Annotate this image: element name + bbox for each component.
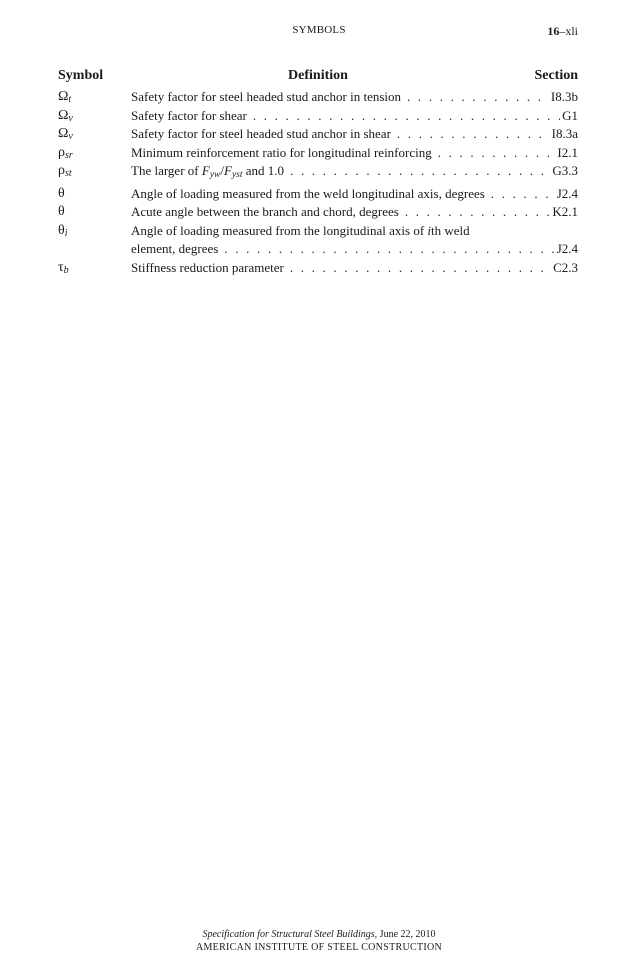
leader-dots [491, 185, 555, 204]
leader-dots [224, 240, 554, 259]
symbol-row [58, 259, 578, 278]
page-footer [0, 928, 638, 954]
leader-dots [290, 259, 551, 278]
definition-continued: element, degrees [131, 241, 219, 256]
definition: Minimum reinforcement ratio for longitudinal reinforcing [131, 144, 432, 160]
column-headers [58, 68, 578, 86]
symbol: $\Omega_t$ [58, 89, 72, 105]
definition: Acute angle between the branch and chord, degrees [131, 204, 399, 219]
symbol-row [58, 162, 578, 185]
definition-column-header: Definition [288, 68, 348, 83]
symbol: $\tau_b$ [58, 259, 69, 276]
definition: Angle of loading measured from the longitudinal axis of ith weld [131, 222, 470, 238]
page-number [547, 24, 578, 39]
symbol-row [58, 203, 578, 222]
publication-date: June 22, 2010 [377, 929, 436, 940]
section-ref: C2.3 [553, 259, 578, 275]
definition: Safety factor for steel headed stud anchor in tension [131, 89, 402, 104]
section-ref: I8.3b [550, 89, 578, 104]
section-ref: I2.1 [557, 144, 578, 160]
leader-dots [253, 107, 560, 126]
leader-dots [290, 162, 550, 181]
running-title: SYMBOLS [292, 24, 346, 36]
leader-dots [397, 125, 550, 144]
leader-dots [407, 88, 549, 107]
section-ref: J2.4 [556, 185, 578, 201]
symbol-row [58, 185, 578, 204]
definition: Angle of loading measured from the weld longitudinal axis, degrees [131, 185, 485, 201]
section-ref: G1 [562, 107, 578, 123]
page-number-roman: –xli [559, 24, 578, 38]
symbol: $\rho_{sr}$ [58, 144, 73, 161]
section-ref: G3.3 [552, 163, 578, 178]
symbol: θ [58, 185, 65, 201]
publication-title: Specification for Structural Steel Buildings, [202, 929, 378, 940]
symbol: $\rho_{st}$ [58, 163, 72, 179]
section-ref: K2.1 [552, 204, 578, 219]
symbol: $\Omega_v$ [58, 126, 73, 142]
definition: Safety factor for steel headed stud anchor in shear [131, 126, 391, 141]
definition: Stiffness reduction parameter [131, 259, 284, 275]
publication-line [0, 928, 638, 941]
leader-dots [405, 203, 551, 222]
section-ref: I8.3a [551, 126, 578, 141]
symbol-row [58, 107, 578, 126]
running-head [0, 24, 638, 40]
section-ref: J2.4 [556, 241, 578, 256]
definition: Safety factor for shear [131, 107, 247, 123]
organization-name: AMERICAN INSTITUTE OF STEEL CONSTRUCTION [195, 942, 443, 953]
symbol-row [58, 125, 578, 144]
section-column-header: Section [534, 68, 578, 83]
symbol-row [58, 222, 578, 259]
symbol-row [58, 88, 578, 107]
symbol-list [58, 88, 578, 277]
symbol: θ [58, 204, 65, 219]
definition: The larger of $F_{yw}/F_{yst}$ and 1.0 [131, 163, 285, 180]
symbol: $\theta_i$ [58, 222, 68, 239]
symbol-column-header: Symbol [58, 68, 104, 83]
symbol: $\Omega_v$ [58, 107, 73, 124]
page-number-chapter: 16 [547, 24, 560, 38]
leader-dots [438, 144, 556, 163]
symbol-row [58, 144, 578, 163]
